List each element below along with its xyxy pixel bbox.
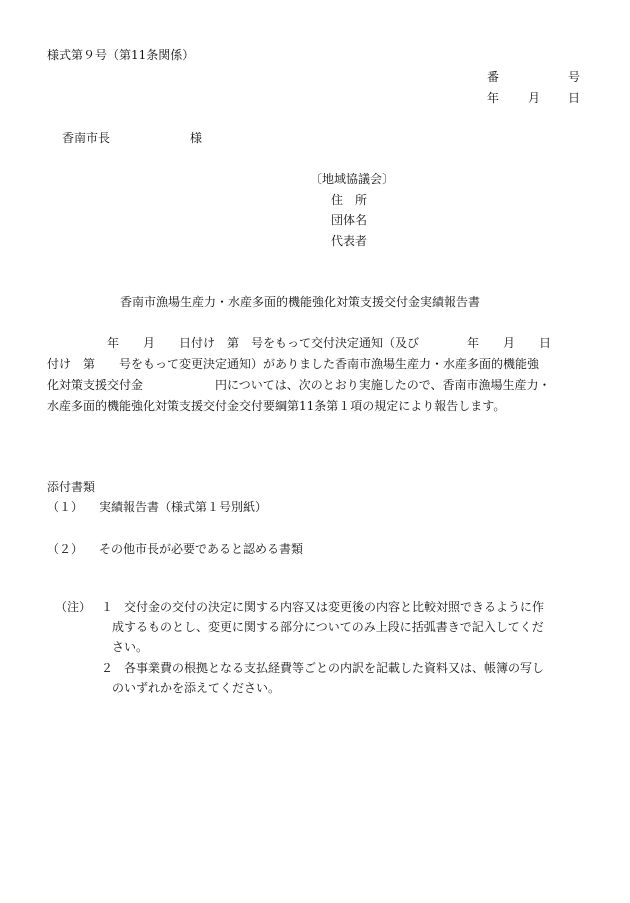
body-line: 化対策支援交付金 円については、次のとおり実施したので、香南市漁場生産力・ [47,378,551,392]
body-line: 付け 第 号をもって変更決定通知）がありました香南市漁場生産力・水産多面的機能強 [47,357,540,371]
attachment-item-1-text: 実績報告書（様式第１号別紙） [99,500,268,514]
body-line: 年 月 日付け 第 号をもって交付決定通知（及び 年 月 日 [47,336,552,350]
applicant-address-label: 住 所 [331,193,368,207]
note-1-line: さい。 [112,640,149,654]
note-1-line: 成するものとし、変更に関する部分についてのみ上段に括弧書きで記入してくだ [112,620,544,634]
applicant-rep-label: 代表者 [331,234,368,248]
form-number: 様式第９号（第11条関係） [47,48,195,62]
note-2-line: のいずれかを添えてください。 [112,681,281,695]
date-day: 日 [568,91,581,105]
attachments-heading: 添付書類 [47,480,96,494]
applicant-group-label: 団体名 [331,213,368,227]
ref-number-suffix: 号 [568,70,581,84]
date-year: 年 [487,91,500,105]
date-month: 月 [528,91,541,105]
document-title: 香南市漁場生産力・水産多面的機能強化対策支援交付金実績報告書 [120,295,481,309]
ref-number-label: 番 [487,70,500,84]
body-paragraph [47,333,587,417]
note-2-num: ２ [101,661,114,675]
attachment-item-1-num: （１） [47,500,84,514]
applicant-org-label: 〔地域協議会〕 [310,172,395,186]
note-1-num: １ [101,600,114,614]
note-1-line: 交付金の交付の決定に関する内容又は変更後の内容と比較対照できるように作 [124,600,545,614]
addressee-title: 香南市長 [62,131,111,145]
body-line: 水産多面的機能強化対策支援交付金交付要綱第11条第１項の規定により報告します。 [47,399,506,413]
notes-label: （注） [55,600,92,614]
attachment-item-2-text: その他市長が必要であると認める書類 [99,542,304,556]
addressee-honorific: 様 [190,131,203,145]
note-2-line: 各事業費の根拠となる支払経費等ごとの内訳を記載した資料又は、帳簿の写し [124,661,545,675]
attachment-item-2-num: （２） [47,542,84,556]
